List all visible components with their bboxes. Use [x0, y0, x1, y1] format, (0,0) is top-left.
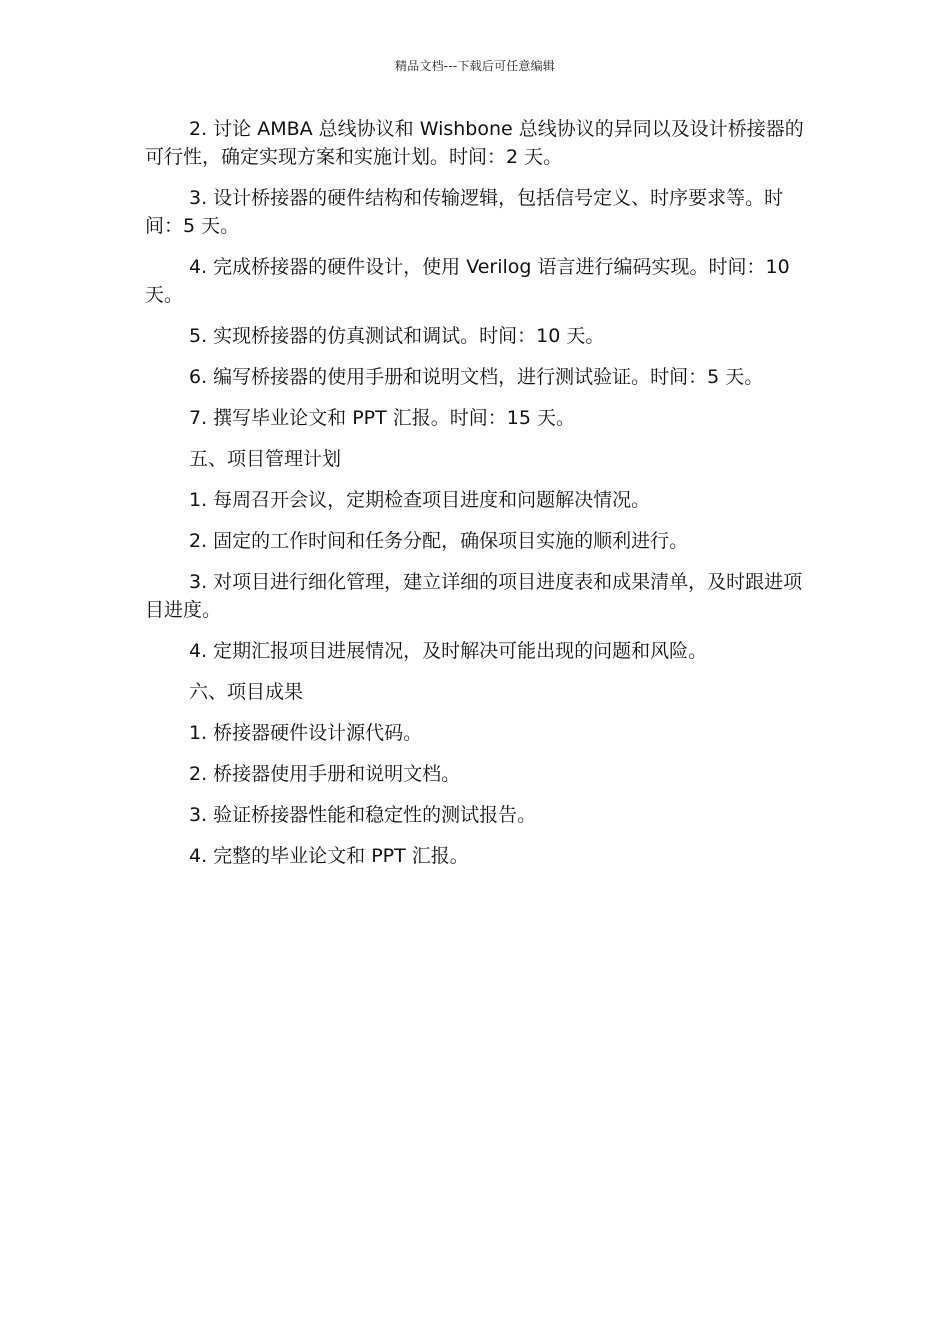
paragraph-plan-step-4: 4. 完成桥接器的硬件设计，使用 Verilog 语言进行编码实现。时间：10 天。	[145, 256, 790, 306]
section-heading-results: 六、项目成果	[189, 681, 304, 703]
paragraph-result-2: 2. 桥接器使用手册和说明文档。	[189, 763, 461, 785]
page-header: 精品文档---下载后可任意编辑	[395, 59, 555, 73]
paragraph-plan-step-6: 6. 编写桥接器的使用手册和说明文档，进行测试验证。时间：5 天。	[189, 366, 764, 388]
paragraph-management-4: 4. 定期汇报项目进展情况，及时解决可能出现的问题和风险。	[189, 640, 708, 662]
paragraph-plan-step-5: 5. 实现桥接器的仿真测试和调试。时间：10 天。	[189, 325, 605, 347]
paragraph-management-3: 3. 对项目进行细化管理，建立详细的项目进度表和成果清单，及时跟进项目进度。	[145, 571, 803, 621]
paragraph-plan-step-2: 2. 讨论 AMBA 总线协议和 Wishbone 总线协议的异同以及设计桥接器的可行性，确定实现方案和实施计划。时间：2 天。	[145, 118, 804, 168]
paragraph-plan-step-7: 7. 撰写毕业论文和 PPT 汇报。时间：15 天。	[189, 407, 575, 429]
paragraph-management-1: 1. 每周召开会议，定期检查项目进度和问题解决情况。	[189, 489, 651, 511]
paragraph-result-4: 4. 完整的毕业论文和 PPT 汇报。	[189, 845, 469, 867]
paragraph-management-2: 2. 固定的工作时间和任务分配，确保项目实施的顺利进行。	[189, 530, 689, 552]
document-body	[145, 115, 813, 883]
paragraph-plan-step-3: 3. 设计桥接器的硬件结构和传输逻辑，包括信号定义、时序要求等。时间：5 天。	[145, 187, 784, 237]
paragraph-result-1: 1. 桥接器硬件设计源代码。	[189, 722, 423, 744]
section-heading-management: 五、项目管理计划	[189, 448, 342, 470]
paragraph-result-3: 3. 验证桥接器性能和稳定性的测试报告。	[189, 804, 537, 826]
